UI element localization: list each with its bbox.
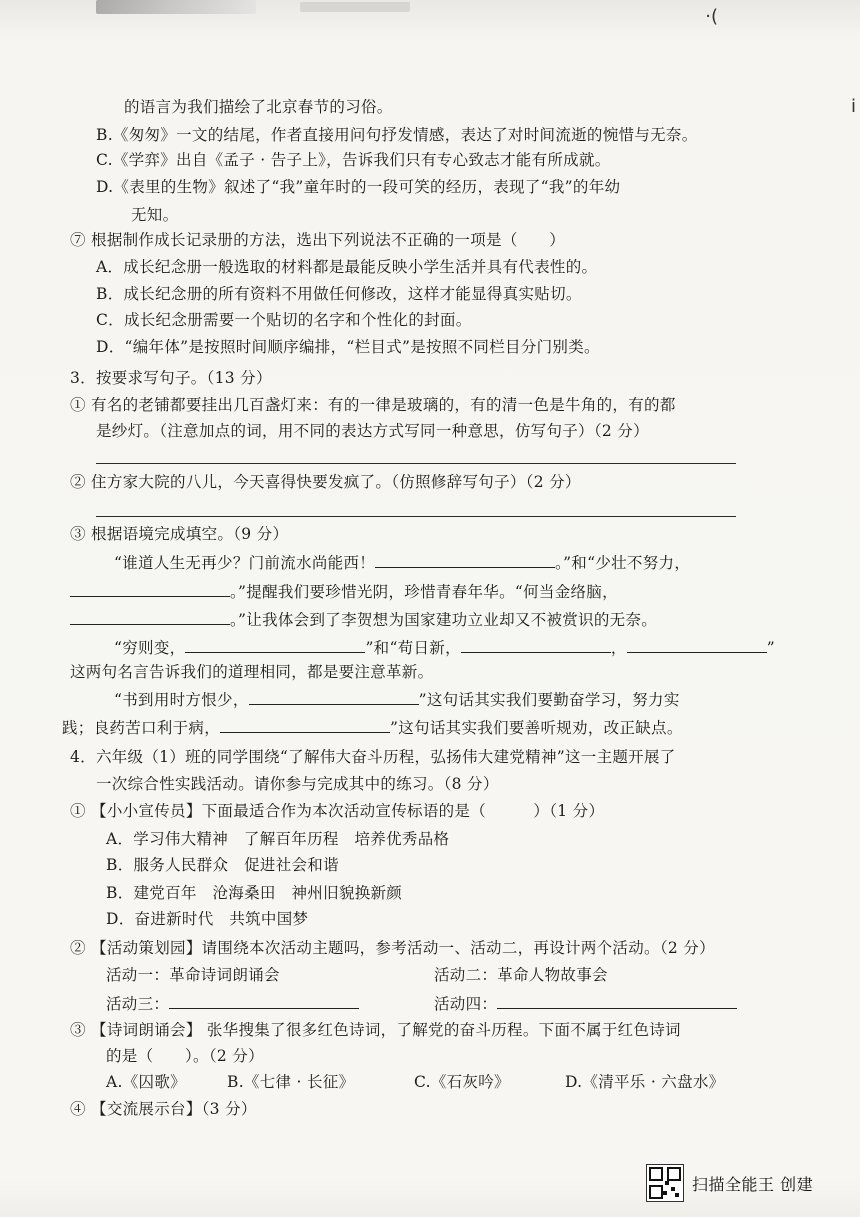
fill-line <box>114 636 775 658</box>
option-c: C.《石灰吟》 <box>414 1073 510 1091</box>
option-c: C.《学弈》出自《孟子 · 告子上》，告诉我们只有专心致志才能有所成就。 <box>96 151 611 169</box>
question-4-4: ④ 【交流展示台】（3 分） <box>70 1100 257 1118</box>
option-c: C．成长纪念册需要一个贴切的名字和个性化的封面。 <box>96 311 472 329</box>
option-d: D.《清平乐 · 六盘水》 <box>565 1073 725 1091</box>
brand-label: 扫描全能王 创建 <box>692 1174 814 1194</box>
fill-blank[interactable] <box>169 992 359 1009</box>
option-a: A．学习伟大精神 了解百年历程 培养优秀品格 <box>106 830 450 848</box>
qr-code-icon <box>646 1164 684 1202</box>
fill-blank[interactable] <box>70 580 230 597</box>
text-segment: “穷则变， <box>114 639 186 657</box>
question-3-2: ② 住方家大院的八儿，今天喜得快要发疯了。（仿照修辞写句子）（2 分） <box>70 473 581 491</box>
option-d: D．“编年体”是按照时间顺序编排，“栏目式”是按照不同栏目分门别类。 <box>96 338 600 356</box>
scan-artifact <box>96 0 256 14</box>
text-segment: ， <box>610 639 627 657</box>
fill-blank[interactable] <box>185 636 365 653</box>
question-3-1: ① 有名的老铺都要挂出几百盏灯来：有的一律是玻璃的，有的清一色是牛角的，有的都 <box>70 396 676 414</box>
text-segment: ”这句话其实我们要善听规劝，改正缺点。 <box>390 719 683 737</box>
text-line: 是纱灯。（注意加点的词，用不同的表达方式写同一种意思，仿写句子）（2 分） <box>96 422 649 440</box>
text-line: 无知。 <box>131 206 179 224</box>
fill-line <box>114 688 680 710</box>
text-segment: 。”和“少壮不努力， <box>555 554 691 572</box>
fill-line <box>114 551 690 573</box>
question-3-3: ③ 根据语境完成填空。（9 分） <box>70 525 289 543</box>
text-line: 的是（ ）。（2 分） <box>106 1047 264 1065</box>
text-segment: 。”提醒我们要珍惜光阴，珍惜青春年华。“何当金络脑， <box>230 583 618 601</box>
activity-3 <box>106 992 359 1014</box>
activity-1: 活动一：革命诗词朗诵会 <box>106 966 280 984</box>
fill-blank[interactable] <box>627 636 767 653</box>
text-segment: “谁道人生无再少？门前流水尚能西！ <box>114 554 376 572</box>
option-b: B.《匆匆》一文的结尾，作者直接用问句抒发情感，表达了对时间流逝的惋惜与无奈。 <box>96 126 698 144</box>
fill-blank[interactable] <box>461 636 611 653</box>
option-a: A．成长纪念册一般选取的材料都是最能反映小学生活并具有代表性的。 <box>96 258 598 276</box>
text-segment: 践；良药苦口利于病， <box>62 719 221 737</box>
fill-line <box>70 608 657 630</box>
option-d: D．奋进新时代 共筑中国梦 <box>106 910 309 928</box>
text-line: 这两句名言告诉我们的道理相同，都是要注意革新。 <box>70 663 434 681</box>
activity-2: 活动二：革命人物故事会 <box>434 966 608 984</box>
text-segment: ” <box>766 639 775 657</box>
text-segment: “书到用时方恨少， <box>114 691 249 709</box>
activity-label: 活动三： <box>106 995 170 1013</box>
option-b: B．服务人民群众 促进社会和谐 <box>106 856 339 874</box>
activity-4 <box>434 992 737 1014</box>
question-4-3: ③ 【诗词朗诵会】 张华搜集了很多红色诗词，了解党的奋斗历程。下面不属于红色诗词 <box>70 1021 681 1039</box>
fill-line <box>70 580 618 602</box>
fill-line <box>62 716 683 738</box>
fill-blank[interactable] <box>220 716 390 733</box>
section-3-title: 3．按要求写句子。（13 分） <box>70 369 272 387</box>
option-b: B.《七律 · 长征》 <box>227 1073 355 1091</box>
fill-blank[interactable] <box>497 992 737 1009</box>
question-7: ⑦ 根据制作成长记录册的方法，选出下列说法不正确的一项是（ ） <box>70 231 566 249</box>
option-d: D.《表里的生物》叙述了“我”童年时的一段可笑的经历，表现了“我”的年幼 <box>96 178 621 196</box>
text-segment: ”和“苟日新， <box>365 639 461 657</box>
answer-line[interactable] <box>96 516 736 517</box>
text-segment: ”这句话其实我们要勤奋学习，努力实 <box>418 691 680 709</box>
option-b: B．成长纪念册的所有资料不用做任何修改，这样才能显得真实贴切。 <box>96 285 582 303</box>
section-4-title: 4．六年级（1）班的同学围绕“了解伟大奋斗历程，弘扬伟大建党精神”这一主题开展了 <box>70 748 676 766</box>
option-a: A.《囚歌》 <box>106 1073 186 1091</box>
fill-blank[interactable] <box>249 688 419 705</box>
question-4-1: ① 【小小宣传员】下面最适合作为本次活动宣传标语的是（ ）（1 分） <box>70 802 605 820</box>
question-4-2: ② 【活动策划园】请围绕本次活动主题吗，参考活动一、活动二，再设计两个活动。（2 分） <box>70 939 715 957</box>
corner-mark: ·( <box>705 6 718 27</box>
text-line: 一次综合性实践活动。请你参与完成其中的练习。（8 分） <box>96 775 499 793</box>
answer-line[interactable] <box>96 463 736 464</box>
edge-mark: i <box>850 96 856 117</box>
fill-blank[interactable] <box>375 551 555 568</box>
fill-blank[interactable] <box>70 608 230 625</box>
text-line: 的语言为我们描绘了北京春节的习俗。 <box>124 98 393 116</box>
scan-artifact <box>300 2 410 12</box>
activity-label: 活动四： <box>434 995 498 1013</box>
text-segment: 。”让我体会到了李贺想为国家建功立业却又不被赏识的无奈。 <box>230 611 658 629</box>
option-b: B．建党百年 沧海桑田 神州旧貌换新颜 <box>106 884 403 902</box>
scanner-watermark <box>646 1163 813 1203</box>
